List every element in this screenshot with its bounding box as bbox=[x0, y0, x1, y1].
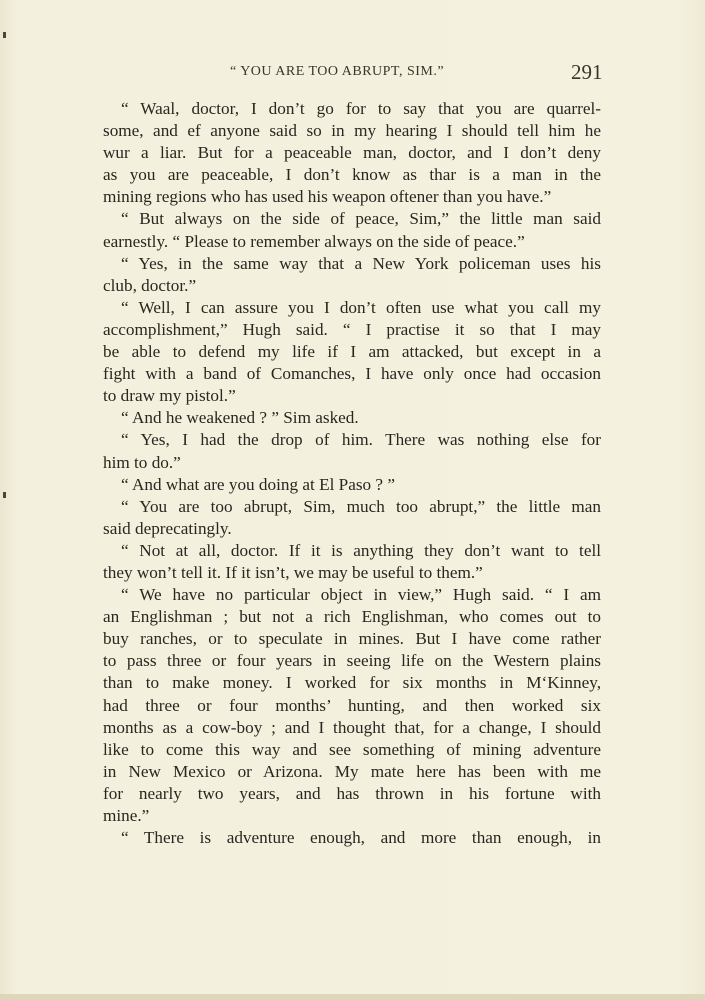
text-line: “ And what are you doing at El Paso ? ” bbox=[121, 474, 395, 494]
text-line: had three or four months’ hunting, and then worked six bbox=[103, 695, 601, 715]
text-line: accomplishment,” Hugh said. “ I practise it so that I may bbox=[103, 319, 601, 339]
body-text bbox=[103, 98, 601, 849]
text-line: wur a liar. But for a peaceable man, doctor, and I don’t deny bbox=[103, 143, 601, 163]
text-line: be able to defend my life if I am attacked, but except in a bbox=[103, 342, 601, 362]
text-line: in New Mexico or Arizona. My mate here has been with me bbox=[103, 761, 601, 781]
running-title: “ YOU ARE TOO ABRUPT, SIM.” bbox=[230, 64, 445, 79]
text-line: “ There is adventure enough, and more than enough, in bbox=[121, 828, 601, 848]
text-line: “ We have no particular object in view,” Hugh said. “ I am bbox=[121, 585, 601, 605]
text-line: earnestly. “ Please to remember always on the side of peace.” bbox=[103, 231, 525, 251]
text-line: “ Not at all, doctor. If it is anything they don’t want to tell bbox=[121, 540, 601, 560]
text-line: like to come this way and see something of mining adventure bbox=[103, 739, 601, 759]
text-line: an Englishman ; but not a rich Englishman, who comes out to bbox=[103, 607, 601, 627]
text-line: than to make money. I worked for six months in M‘Kinney, bbox=[103, 673, 601, 693]
text-line: “ And he weakened ? ” Sim asked. bbox=[121, 408, 359, 428]
text-line: months as a cow-boy ; and I thought that, for a change, I should bbox=[103, 717, 601, 737]
text-line: for nearly two years, and has thrown in his fortune with bbox=[103, 783, 601, 803]
margin-mark bbox=[3, 32, 6, 38]
text-line: “ Well, I can assure you I don’t often use what you call my bbox=[121, 297, 601, 317]
text-line: to pass three or four years in seeing life on the Western plains bbox=[103, 651, 601, 671]
text-line: as you are peaceable, I don’t know as thar is a man in the bbox=[103, 165, 601, 185]
text-line: some, and ef anyone said so in my hearing I should tell him he bbox=[103, 121, 601, 141]
text-line: mine.” bbox=[103, 806, 150, 825]
text-line: buy ranches, or to speculate in mines. But I have come rather bbox=[103, 629, 601, 649]
page-bottom-edge bbox=[0, 994, 705, 1000]
text-line: fight with a band of Comanches, I have only once had occasion bbox=[103, 364, 601, 384]
text-line: they won’t tell it. If it isn’t, we may be useful to them.” bbox=[103, 562, 483, 582]
text-line: “ Waal, doctor, I don’t go for to say that you are quarrel- bbox=[121, 99, 601, 118]
text-line: “ Yes, I had the drop of him. There was nothing else for bbox=[121, 430, 601, 450]
page-number: 291 bbox=[571, 60, 603, 84]
text-line: club, doctor.” bbox=[103, 275, 197, 295]
text-line: said deprecatingly. bbox=[103, 518, 232, 538]
text-line: him to do.” bbox=[103, 452, 181, 472]
text-line: mining regions who has used his weapon oftener than you have.” bbox=[103, 187, 552, 207]
text-line: “ You are too abrupt, Sim, much too abrupt,” the little man bbox=[121, 496, 601, 516]
margin-mark bbox=[3, 492, 6, 498]
text-line: “ Yes, in the same way that a New York policeman uses his bbox=[121, 253, 601, 273]
text-line: “ But always on the side of peace, Sim,” the little man said bbox=[121, 209, 601, 229]
text-line: to draw my pistol.” bbox=[103, 386, 236, 406]
